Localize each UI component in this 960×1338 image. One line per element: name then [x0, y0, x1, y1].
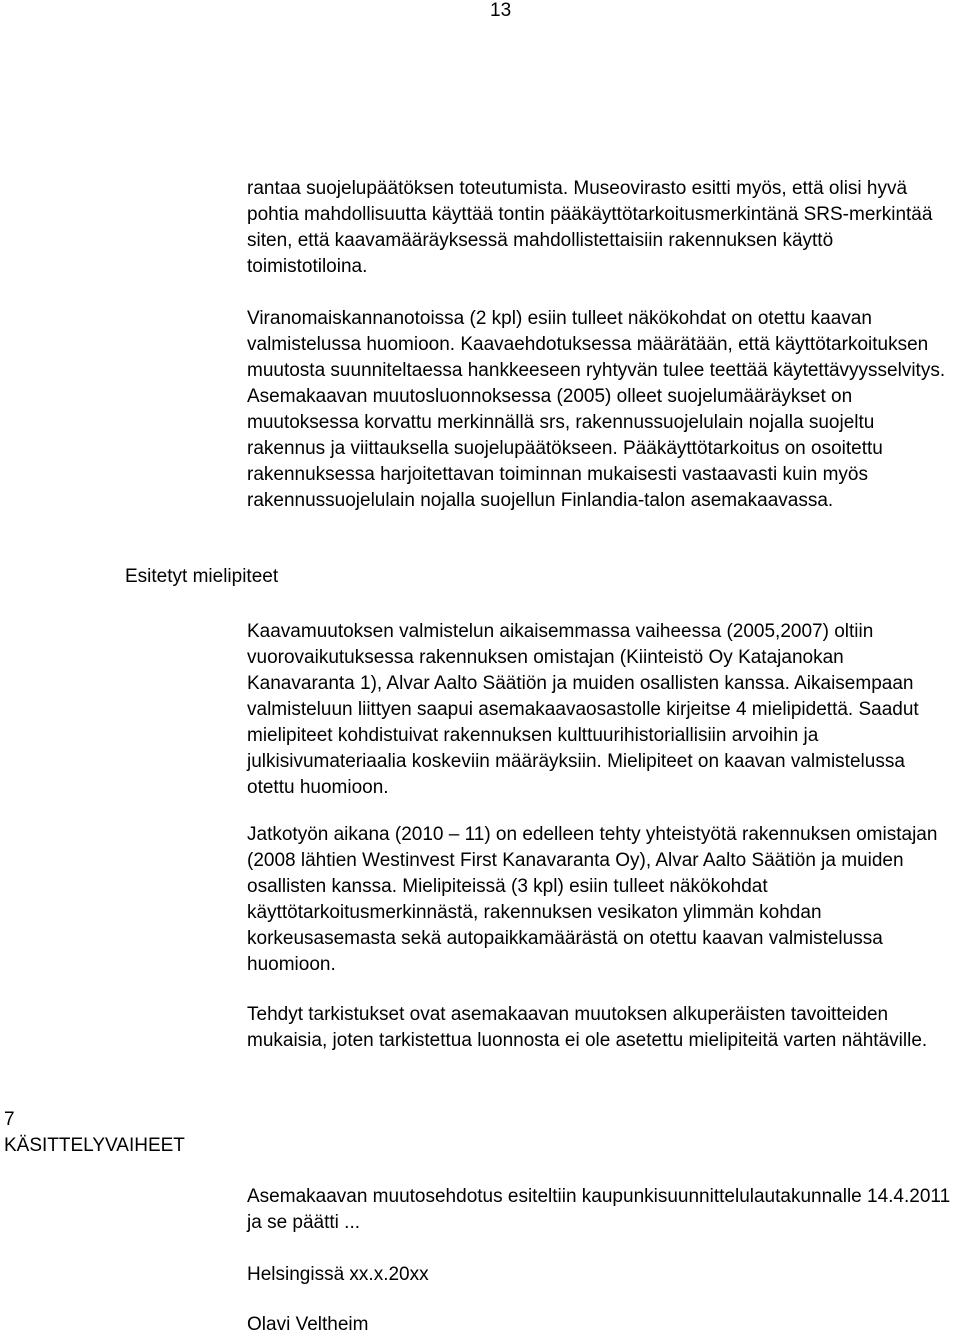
paragraph-continued-work: Jatkotyön aikana (2010 – 11) on edelleen tehty yhteistyötä rakennuksen omistajan (2008 lähtien Westinvest First Kanavaranta Oy), Alvar Aalto Säätiön ja muiden osallisten kanssa. Mielipiteissä (3 kpl) esiin tulleet näkökohdat käyttötarkoitusmerkinnästä, rakennuksen vesikaton ylimmän kohdan korkeusasemasta sekä autopaikkamäärästä on otettu kaavan valmistelussa huomioon. [247, 824, 938, 975]
paragraph-earlier-preparation: Kaavamuutoksen valmistelun aikaisemmassa vaiheessa (2005,2007) oltiin vuorovaikutuksessa rakennuksen omistajan (Kiinteistö Oy Katajanokan Kanavaranta 1), Alvar Aalto Säätiön ja muiden osallisten kanssa. Aikaisempaan valmisteluun liittyen saapui asemakaavaosastolle kirjeitse 4 mielipidettä. Saadut mielipiteet kohdistuivat rakennuksen kulttuurihistoriallisiin arvoihin ja julkisivumateriaalia koskeviin määräyksiin. Mielipiteet on kaavan valmistelussa otettu huomioon. [247, 621, 919, 798]
signature-name: Olavi Veltheim [247, 1314, 369, 1335]
page-number: 13 [490, 0, 512, 21]
paragraph-revisions: Tehdyt tarkistukset ovat asemakaavan muutoksen alkuperäisten tavoitteiden mukaisia, joten tarkistettua luonnosta ei ole asetettu mielipiteitä varten nähtäville. [247, 1004, 928, 1051]
paragraph-museovirasto: rantaa suojelupäätöksen toteutumista. Museovirasto esitti myös, että olisi hyvä pohtia mahdollisuutta käyttää tontin pääkäyttötarkoitusmerkintänä SRS-merkintää siten, että kaavamääräyksessä mahdollistettaisiin rakennuksen käyttö toimistotiloina. [247, 178, 933, 277]
section-title: KÄSITTELYVAIHEET [4, 1135, 185, 1156]
paragraph-proposal: Asemakaavan muutosehdotus esiteltiin kaupunkisuunnittelulautakunnalle 14.4.2011 ja se päätti ... [247, 1186, 951, 1233]
side-heading-opinions: Esitetyt mielipiteet [125, 566, 279, 587]
place-date: Helsingissä xx.x.20xx [247, 1264, 429, 1285]
paragraph-viranomaiskannanotot: Viranomaiskannanotoissa (2 kpl) esiin tulleet näkökohdat on otettu kaavan valmistelussa huomioon. Kaavaehdotuksessa määrätään, että käyttötarkoituksen muutosta suunniteltaessa hankkeeseen ryhtyvän tulee teettää käytettävyysselvitys. Asemakaavan muutosluonnoksessa (2005) olleet suojelumääräykset on muutoksessa korvattu merkinnällä srs, rakennussuojelulain nojalla suojeltu rakennus ja viittauksella suojelupäätökseen. Pääkäyttötarkoitus on osoitettu rakennuksessa harjoitettavan toiminnan mukaisesti vastaavasti kuin myös rakennussuojelulain nojalla suojellun Finlandia-talon asemakaavassa. [247, 308, 946, 511]
section-number: 7 [4, 1109, 15, 1130]
